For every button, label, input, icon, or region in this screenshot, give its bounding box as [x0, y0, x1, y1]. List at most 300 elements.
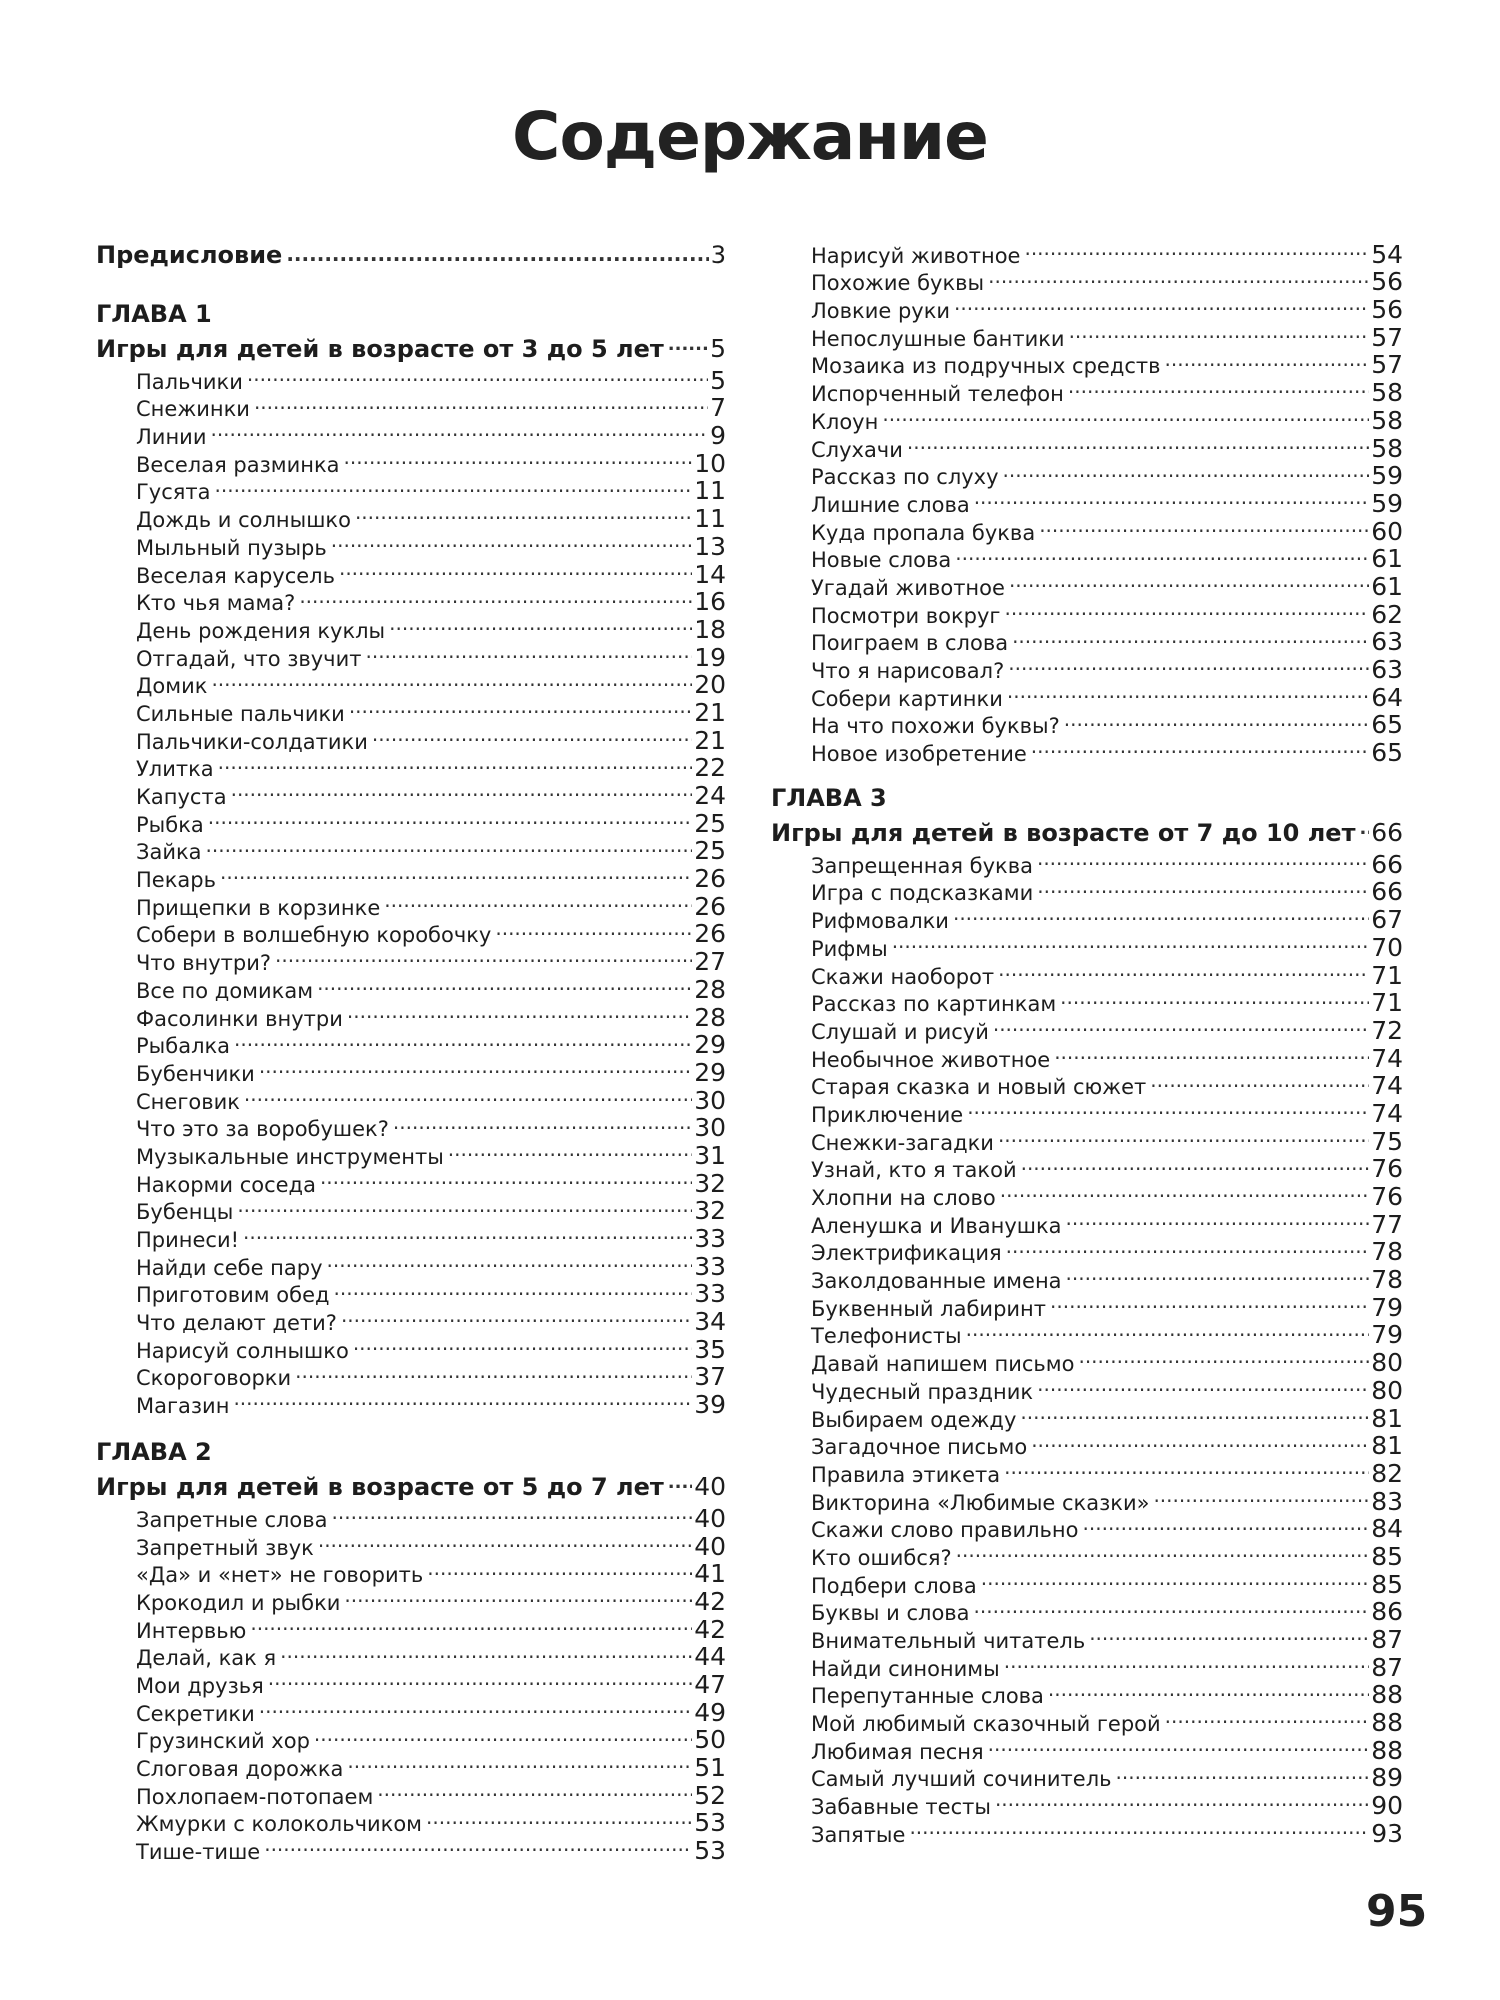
- toc-entry-page: 85: [1371, 1569, 1403, 1599]
- toc-entry-title: Приключение: [811, 1102, 964, 1127]
- toc-entry-page: 61: [1371, 571, 1403, 601]
- toc-entry-title: Снежинки: [136, 397, 250, 422]
- toc-entry-page: 75: [1371, 1126, 1403, 1156]
- dot-leader: [347, 998, 692, 1026]
- toc-entry-title: Бубенчики: [136, 1061, 255, 1086]
- toc-entry-title: Запрещенная буква: [811, 853, 1033, 878]
- toc-entry-title: Пальчики: [136, 369, 243, 394]
- toc-entry-page: 59: [1371, 461, 1403, 491]
- toc-entry-title: Мозаика из подручных средств: [811, 354, 1161, 379]
- dot-leader: [218, 749, 693, 777]
- toc-entry-title: Узнай, кто я такой: [811, 1158, 1017, 1183]
- dot-leader: [344, 1582, 692, 1610]
- toc-entry-page: 21: [694, 725, 726, 755]
- toc-entry-title: Отгадай, что звучит: [136, 646, 362, 671]
- dot-leader: [1004, 1454, 1369, 1482]
- dot-leader: [1000, 1177, 1369, 1205]
- toc-entry-page: 24: [694, 781, 726, 810]
- dot-leader: [1165, 346, 1370, 374]
- toc-entry-page: 26: [694, 919, 726, 949]
- toc-entry-title: Новое изобретение: [811, 742, 1027, 767]
- dot-leader: [668, 1467, 692, 1495]
- toc-entry-title: Рифмовалки: [811, 909, 949, 934]
- chapter-heading-title: Игры для детей в возрасте от 7 до 10 лет: [771, 818, 1356, 847]
- dot-leader: [956, 1537, 1370, 1565]
- toc-entry-page: 88: [1371, 1680, 1403, 1710]
- dot-leader: [1037, 1371, 1369, 1399]
- toc-entry-page: 32: [694, 1196, 726, 1226]
- toc-entry-title: «Да» и «нет» не говорить: [136, 1563, 424, 1588]
- chapter-heading-title: Игры для детей в возрасте от 5 до 7 лет: [96, 1472, 664, 1501]
- dot-leader: [966, 1316, 1370, 1344]
- toc-entry-title: Прищепки в корзинке: [136, 895, 381, 920]
- toc-entry-title: Снежки-загадки: [811, 1130, 994, 1155]
- toc-entry-title: Телефонисты: [811, 1324, 962, 1349]
- toc-entry-title: Принеси!: [136, 1228, 240, 1252]
- dot-leader: [1068, 373, 1369, 401]
- toc-entry-title: Линии: [136, 425, 207, 450]
- toc-entry-title: Угадай животное: [811, 575, 1005, 600]
- toc-entry-page: 39: [694, 1390, 726, 1420]
- toc-entry-title: Скороговорки: [136, 1366, 292, 1391]
- page-number: 95: [1366, 1886, 1428, 1937]
- dot-leader: [327, 1247, 693, 1275]
- dot-leader: [237, 1192, 692, 1220]
- dot-leader: [1020, 1399, 1369, 1427]
- toc-entry-page: 20: [694, 670, 726, 700]
- dot-leader: [955, 540, 1369, 568]
- dot-leader: [1054, 1039, 1369, 1067]
- toc-entry-title: Зайка: [136, 840, 202, 865]
- toc-entry-page: 71: [1371, 960, 1403, 990]
- dot-leader: [1083, 1510, 1370, 1538]
- toc-entry-page: 87: [1371, 1652, 1403, 1682]
- dot-leader: [299, 583, 692, 611]
- toc-entry-page: 29: [694, 1057, 726, 1087]
- dot-leader: [295, 1358, 692, 1386]
- toc-entry-title: Найди синонимы: [811, 1656, 1000, 1681]
- toc-entry-title: Слоговая дорожка: [136, 1757, 344, 1781]
- toc-entry-page: 33: [694, 1279, 726, 1309]
- dot-leader: [344, 444, 693, 472]
- toc-entry-title: Загадочное письмо: [811, 1435, 1028, 1460]
- dot-leader: [259, 1053, 692, 1081]
- toc-entry-page: 33: [694, 1224, 726, 1253]
- dot-leader: [426, 1804, 692, 1832]
- toc-entry-title: Секретики: [136, 1701, 255, 1726]
- dot-leader: [995, 1786, 1369, 1814]
- dot-leader: [1031, 1427, 1369, 1455]
- dot-leader: [233, 1385, 692, 1413]
- dot-leader: [1037, 873, 1369, 901]
- dot-leader: [275, 942, 692, 970]
- toc-entry-page: 88: [1371, 1735, 1403, 1765]
- dot-leader: [981, 1565, 1369, 1593]
- toc-entry-page: 66: [1371, 849, 1403, 879]
- toc-entry-title: Ловкие руки: [811, 299, 951, 324]
- toc-entry-title: Запретный звук: [136, 1535, 314, 1560]
- dot-leader: [1004, 595, 1369, 623]
- dot-leader: [372, 721, 692, 749]
- toc-entry-title: Мой любимый сказочный герой: [811, 1712, 1161, 1737]
- toc-entry-title: Магазин: [136, 1394, 230, 1419]
- toc-entry-page: 25: [694, 808, 726, 838]
- dot-leader: [389, 610, 692, 638]
- toc-entry-page: 50: [694, 1725, 726, 1755]
- toc-entry-page: 40: [694, 1503, 726, 1533]
- toc-entry-title: Буквенный лабиринт: [811, 1296, 1047, 1321]
- dot-leader: [318, 1527, 692, 1555]
- toc-entry-title: Что это за воробушек?: [136, 1117, 389, 1142]
- toc-entry-page: 11: [694, 504, 726, 534]
- dot-leader: [234, 1026, 692, 1054]
- toc-entry-page: 70: [1371, 932, 1403, 962]
- page-title: Содержание: [512, 98, 988, 175]
- toc-right-column: [771, 235, 1403, 1848]
- dot-leader: [1066, 1205, 1370, 1233]
- toc-entry-page: 80: [1371, 1348, 1403, 1378]
- toc-entry-page: 89: [1371, 1763, 1403, 1793]
- toc-entry-page: 80: [1371, 1375, 1403, 1405]
- toc-entry-title: Куда пропала буква: [811, 520, 1036, 545]
- dot-leader: [365, 638, 692, 666]
- dot-leader: [1089, 1620, 1369, 1648]
- toc-entry-title: Тише-тише: [136, 1840, 261, 1865]
- toc-entry-page: 88: [1371, 1708, 1403, 1738]
- toc-entry-title: Рассказ по картинкам: [811, 992, 1057, 1017]
- dot-leader: [998, 1122, 1369, 1150]
- dot-leader: [1153, 1482, 1369, 1510]
- dot-leader: [268, 1665, 692, 1693]
- dot-leader: [332, 1499, 693, 1527]
- toc-entry-page: 5: [710, 365, 726, 395]
- dot-leader: [349, 693, 692, 721]
- dot-leader: [1048, 1676, 1369, 1704]
- toc-entry-page: 9: [710, 421, 726, 451]
- toc-entry-title: Запятые: [811, 1822, 906, 1847]
- toc-entry-title: Слухачи: [811, 437, 903, 462]
- toc-entry-page: 66: [1371, 877, 1403, 907]
- dot-leader: [998, 956, 1369, 984]
- toc-entry[interactable]: [771, 845, 1403, 879]
- toc-entry-page: 22: [694, 753, 726, 783]
- toc-entry-title: Игра с подсказками: [811, 881, 1034, 906]
- dot-leader: [1012, 623, 1369, 651]
- toc-entry-title: Что я нарисовал?: [811, 659, 1005, 683]
- toc-entry-page: 61: [1371, 544, 1403, 574]
- toc-entry-page: 35: [694, 1334, 726, 1364]
- dot-leader: [1004, 1648, 1369, 1676]
- toc-entry-page: 25: [694, 836, 726, 866]
- chapter-heading[interactable]: [771, 813, 1403, 845]
- dot-leader: [215, 472, 693, 500]
- toc-entry-page: 78: [1371, 1265, 1403, 1295]
- chapter-label: ГЛАВА 2: [96, 1438, 212, 1467]
- toc-entry-page: 37: [694, 1362, 726, 1392]
- dot-leader: [244, 1081, 692, 1109]
- dot-leader: [334, 1275, 693, 1303]
- toc-entry-title: Аленушка и Иванушка: [811, 1213, 1062, 1238]
- toc-entry-title: Бубенцы: [136, 1200, 234, 1225]
- toc-entry-page: 26: [694, 864, 726, 894]
- toc-entry-title: Рыбка: [136, 812, 204, 837]
- toc-entry-page: 72: [1371, 1015, 1403, 1045]
- toc-entry-title: Веселая разминка: [136, 452, 340, 477]
- toc-entry-page: 82: [1371, 1458, 1403, 1488]
- toc-entry-title: Заколдованные имена: [811, 1269, 1062, 1294]
- toc-entry-title: Пекарь: [136, 868, 216, 893]
- toc-entry-title: Запретные слова: [136, 1507, 328, 1532]
- toc-entry-page: 77: [1371, 1209, 1403, 1239]
- toc-entry-title: Кто ошибся?: [811, 1545, 952, 1570]
- toc-entry-page: 74: [1371, 1043, 1403, 1073]
- dot-leader: [1116, 1759, 1370, 1787]
- toc-entry-title: Что внутри?: [136, 951, 272, 976]
- toc-entry-title: Приготовим обед: [136, 1283, 330, 1308]
- toc-entry-page: 32: [694, 1168, 726, 1198]
- toc-entry-title: Найди себе пару: [136, 1255, 323, 1280]
- toc-entry-title: Лишние слова: [811, 492, 970, 517]
- toc-entry-title: Рыбалка: [136, 1034, 231, 1059]
- toc-entry-title: Крокодил и рыбки: [136, 1590, 341, 1615]
- toc-entry-page: 78: [1371, 1237, 1403, 1267]
- dot-leader: [909, 1814, 1369, 1842]
- dot-leader: [377, 1776, 692, 1804]
- toc-entry-page: 84: [1371, 1514, 1403, 1544]
- toc-entry-page: 44: [694, 1642, 726, 1672]
- dot-leader: [339, 555, 692, 583]
- toc-entry-title: Капуста: [136, 785, 227, 809]
- toc-entry-title: День рождения куклы: [136, 618, 386, 643]
- toc-entry-title: Домик: [136, 674, 208, 699]
- toc-entry-page: 26: [694, 891, 726, 921]
- toc-entry-page: 65: [1371, 738, 1403, 768]
- toc-entry-title: Накорми соседа: [136, 1172, 316, 1197]
- preface-entry[interactable]: [96, 235, 726, 273]
- toc-entry-page: 40: [694, 1531, 726, 1561]
- dot-leader: [953, 900, 1369, 928]
- toc-entry-title: Жмурки с колокольчиком: [136, 1812, 423, 1837]
- toc-entry-page: 14: [694, 559, 726, 589]
- dot-leader: [1064, 706, 1369, 734]
- dot-leader: [988, 1731, 1370, 1759]
- dot-leader: [988, 263, 1369, 291]
- toc-entry-title: Хлопни на слово: [811, 1186, 996, 1210]
- toc-entry-page: 30: [694, 1085, 726, 1115]
- toc-entry-page: 42: [694, 1614, 726, 1644]
- toc-entry-page: 41: [694, 1559, 726, 1589]
- toc-entry-title: Новые слова: [811, 548, 952, 573]
- toc-entry-title: Нарисуй солнышко: [136, 1338, 349, 1363]
- toc-entry-title: Снеговик: [136, 1089, 240, 1114]
- dot-leader: [967, 1094, 1369, 1122]
- toc-entry-title: На что похожи буквы?: [811, 714, 1060, 739]
- toc-entry-page: 57: [1371, 322, 1403, 352]
- toc-entry-page: 64: [1371, 682, 1403, 712]
- toc-entry-page: 65: [1371, 710, 1403, 740]
- dot-leader: [206, 832, 693, 860]
- toc-entry-page: 53: [694, 1836, 726, 1866]
- dot-leader: [1009, 567, 1369, 595]
- toc-entry-page: 76: [1371, 1154, 1403, 1184]
- toc-entry-title: Кто чья мама?: [136, 591, 296, 616]
- toc-entry-title: Давай напишем письмо: [811, 1352, 1075, 1377]
- dot-leader: [954, 290, 1369, 318]
- dot-leader: [1006, 1233, 1370, 1261]
- toc-entry-page: 49: [694, 1697, 726, 1727]
- toc-entry-title: Похлопаем-потопаем: [136, 1784, 374, 1809]
- dot-leader: [1078, 1343, 1369, 1371]
- dot-leader: [331, 527, 692, 555]
- toc-entry-page: 76: [1371, 1182, 1403, 1211]
- toc-entry-page: 58: [1371, 433, 1403, 463]
- dot-leader: [355, 499, 692, 527]
- toc-entry-title: Забавные тесты: [811, 1795, 991, 1820]
- toc-entry-title: Поиграем в слова: [811, 631, 1009, 656]
- dot-leader: [243, 1219, 692, 1247]
- toc-entry-page: 56: [1371, 295, 1403, 325]
- toc-entry-page: 71: [1371, 988, 1403, 1018]
- toc-entry-title: Внимательный читатель: [811, 1629, 1086, 1653]
- toc-entry-title: Мыльный пузырь: [136, 535, 327, 560]
- dot-leader: [384, 887, 692, 915]
- toc-entry-page: 57: [1371, 350, 1403, 380]
- toc-entry-page: 63: [1371, 655, 1403, 684]
- dot-leader: [1069, 318, 1370, 346]
- toc-entry-page: 29: [694, 1030, 726, 1060]
- toc-entry-title: Рифмы: [811, 936, 888, 961]
- toc-entry[interactable]: [771, 235, 1403, 269]
- toc-entry-page: 21: [694, 697, 726, 727]
- preface-entry-page: 3: [710, 240, 726, 269]
- dot-leader: [254, 389, 708, 417]
- dot-leader: [353, 1330, 692, 1358]
- toc-entry[interactable]: [96, 361, 726, 395]
- toc-entry-page: 28: [694, 1002, 726, 1032]
- toc-entry-page: 87: [1371, 1625, 1403, 1654]
- toc-entry-page: 10: [694, 448, 726, 478]
- dot-leader: [427, 1555, 692, 1583]
- dot-leader: [668, 329, 708, 357]
- dot-leader: [314, 1721, 692, 1749]
- toc-entry-title: Любимая песня: [811, 1739, 984, 1764]
- toc-entry-title: Делай, как я: [136, 1646, 277, 1671]
- toc-entry-page: 74: [1371, 1071, 1403, 1101]
- toc-entry-page: 79: [1371, 1320, 1403, 1350]
- toc-entry-title: Викторина «Любимые сказки»: [811, 1490, 1150, 1515]
- chapter-label: ГЛАВА 3: [771, 784, 887, 813]
- dot-leader: [1008, 650, 1369, 678]
- toc-entry-page: 59: [1371, 488, 1403, 518]
- dot-leader: [882, 401, 1369, 429]
- toc-entry-page: 31: [694, 1140, 726, 1170]
- toc-entry-page: 47: [694, 1669, 726, 1699]
- toc-entry-page: 83: [1371, 1486, 1403, 1516]
- dot-leader: [1039, 512, 1369, 540]
- dot-leader: [280, 1638, 692, 1666]
- toc-entry-page: 13: [694, 531, 726, 561]
- toc-entry-page: 90: [1371, 1791, 1403, 1821]
- toc-entry-page: 30: [694, 1113, 726, 1143]
- toc-entry-title: Слушай и рисуй: [811, 1019, 989, 1044]
- toc-entry-title: Перепутанные слова: [811, 1684, 1044, 1709]
- toc-entry-page: 7: [710, 393, 726, 423]
- dot-leader: [1031, 733, 1369, 761]
- chapter-heading-title: Игры для детей в возрасте от 3 до 5 лет: [96, 334, 664, 363]
- toc-entry-title: Правила этикета: [811, 1462, 1001, 1487]
- toc-entry-title: Фасолинки внутри: [136, 1006, 343, 1031]
- dot-leader: [393, 1109, 692, 1137]
- toc-entry-title: Собери картинки: [811, 686, 1003, 711]
- toc-entry-page: 53: [694, 1808, 726, 1838]
- toc-entry-title: Чудесный праздник: [811, 1379, 1034, 1404]
- dot-leader: [1037, 845, 1369, 873]
- dot-leader: [1050, 1288, 1369, 1316]
- dot-leader: [1024, 235, 1369, 263]
- toc-entry-title: Собери в волшебную коробочку: [136, 923, 492, 948]
- toc-entry-page: 63: [1371, 627, 1403, 657]
- toc-entry-title: Необычное животное: [811, 1047, 1051, 1072]
- chapter-heading[interactable]: [96, 1467, 726, 1499]
- toc-entry-page: 34: [694, 1307, 726, 1337]
- toc-entry-page: 56: [1371, 267, 1403, 297]
- chapter-label: ГЛАВА 1: [96, 300, 212, 328]
- toc-entry-page: 28: [694, 974, 726, 1004]
- chapter-heading[interactable]: [96, 329, 726, 361]
- toc-entry-title: Улитка: [136, 757, 214, 782]
- dot-leader: [974, 484, 1369, 512]
- toc-entry-page: 42: [694, 1586, 726, 1616]
- toc-entry-title: Веселая карусель: [136, 563, 335, 588]
- toc-entry-title: Интервью: [136, 1618, 247, 1643]
- dot-leader: [211, 666, 692, 694]
- toc-left-column: [96, 235, 726, 1866]
- toc-entry-page: 33: [694, 1251, 726, 1281]
- toc-entry-title: Что делают дети?: [136, 1311, 337, 1336]
- dot-leader: [220, 859, 692, 887]
- preface-entry-title: Предисловие: [96, 240, 283, 269]
- toc-entry-title: Дождь и солнышко: [136, 508, 351, 533]
- toc-entry-title: Мои друзья: [136, 1673, 264, 1698]
- toc-entry-page: 19: [694, 642, 726, 672]
- dot-leader: [250, 1610, 692, 1638]
- dot-leader: [231, 776, 693, 804]
- chapter-heading-page: 40: [694, 1471, 726, 1501]
- toc-entry-title: Гусята: [136, 480, 211, 505]
- toc-entry[interactable]: [96, 1499, 726, 1533]
- toc-entry-page: 58: [1371, 405, 1403, 435]
- toc-entry-page: 11: [694, 476, 726, 506]
- toc-entry-page: 18: [694, 614, 726, 644]
- toc-entry-page: 52: [694, 1780, 726, 1810]
- toc-entry-title: Выбираем одежду: [811, 1407, 1017, 1432]
- dot-leader: [892, 928, 1369, 956]
- dot-leader: [448, 1136, 692, 1164]
- toc-entry-page: 81: [1371, 1431, 1403, 1461]
- dot-leader: [347, 1748, 692, 1776]
- toc-entry-title: Рассказ по слуху: [811, 465, 999, 490]
- toc-entry-title: Пальчики-солдатики: [136, 729, 368, 754]
- toc-entry-page: 85: [1371, 1541, 1403, 1571]
- dot-leader: [1150, 1067, 1369, 1095]
- dot-leader: [1066, 1260, 1370, 1288]
- dot-leader: [208, 804, 692, 832]
- dot-leader: [1060, 984, 1369, 1012]
- toc-entry-title: Самый лучший сочинитель: [811, 1767, 1112, 1792]
- toc-entry-title: Посмотри вокруг: [811, 603, 1001, 628]
- dot-leader: [495, 915, 692, 943]
- chapter-heading-page: 66: [1371, 817, 1403, 847]
